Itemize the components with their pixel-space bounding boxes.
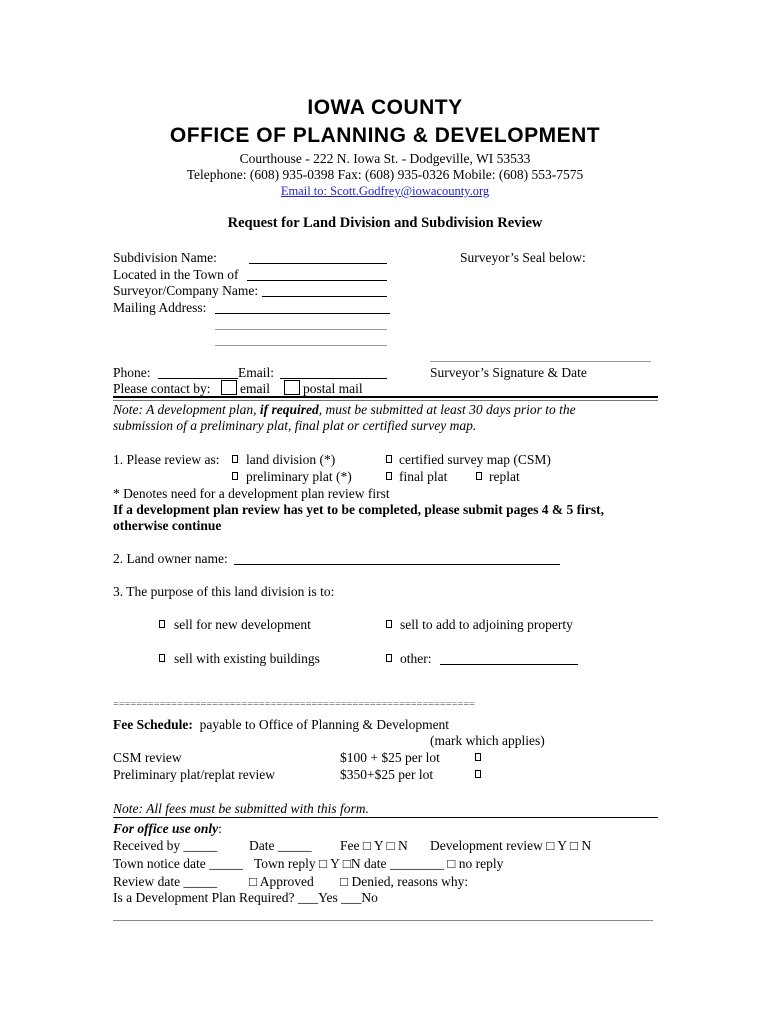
dev-plan-note-line2: submission of a preliminary plat, final plat or certified survey map. [113,418,477,433]
office-email-link[interactable]: Email to: Scott.Godfrey@iowacounty.org [280,184,490,198]
denied-option: □ Denied, reasons why: [340,874,469,889]
land-division-label: land division (*) [246,452,336,467]
contact-email-checkbox[interactable] [221,380,237,395]
surveyor-company-field[interactable] [262,296,387,297]
review-date: Review date _____ [113,874,218,889]
email-label: Email: [238,365,274,380]
subdivision-name-field[interactable] [249,263,387,264]
separator: ============================================================== [113,699,476,710]
csm-label: certified survey map (CSM) [399,452,551,467]
other-label: other: [400,651,432,666]
land-owner-label: 2. Land owner name: [113,551,228,566]
section-divider-thin [113,400,658,401]
mailing-address-field-2[interactable] [215,329,387,330]
plat-fee-amount: $350+$25 per lot [340,767,434,782]
email-field[interactable] [280,378,387,379]
surveyor-company-label: Surveyor/Company Name: [113,283,259,298]
sell-new-dev-checkbox[interactable] [159,620,165,628]
fee-schedule: Fee Schedule: payable to Office of Planning & Development [113,717,450,732]
received-by: Received by _____ [113,838,218,853]
dev-plan-required: Is a Development Plan Required? ___Yes ___No [113,890,378,905]
office-date: Date _____ [249,838,312,853]
plat-fee-label: Preliminary plat/replat review [113,767,275,782]
located-in-field[interactable] [247,280,387,281]
bottom-rule [113,920,653,921]
mailing-address-field-3[interactable] [215,345,387,346]
phone-field[interactable] [158,378,238,379]
sell-existing-checkbox[interactable] [159,654,165,662]
office-address: Courthouse - 222 N. Iowa St. - Dodgeville, WI 53533 [239,151,531,166]
dev-review-flag: Development review □ Y □ N [430,838,592,853]
form-title: Request for Land Division and Subdivision Review [227,215,543,231]
contact-postal-label: postal mail [303,381,363,396]
csm-fee-checkbox[interactable] [475,753,481,761]
dev-review-warning: If a development plan review has yet to be completed, please submit pages 4 & 5 first, [113,502,604,517]
dev-plan-note: Note: A development plan, if required, must be submitted at least 30 days prior to the [113,402,576,417]
phone-label: Phone: [113,365,151,380]
approved-option: □ Approved [249,874,314,889]
office-phones: Telephone: (608) 935-0398 Fax: (608) 935-0326 Mobile: (608) 553-7575 [186,167,584,182]
preliminary-plat-checkbox[interactable] [232,472,238,480]
csm-checkbox[interactable] [386,455,392,463]
signature-label: Surveyor’s Signature & Date [430,365,587,380]
fee-note: Note: All fees must be submitted with this form. [113,801,369,816]
final-plat-label: final plat [399,469,448,484]
fee-paid: Fee □ Y □ N [340,838,408,853]
dev-review-warning-line2: otherwise continue [113,518,222,533]
review-type-label: 1. Please review as: [113,452,220,467]
signature-line[interactable] [430,361,651,362]
mailing-address-label: Mailing Address: [113,300,207,315]
final-plat-checkbox[interactable] [386,472,392,480]
other-checkbox[interactable] [386,654,392,662]
office-divider [113,817,658,818]
contact-by-label: Please contact by: [113,381,211,396]
sell-adjoining-label: sell to add to adjoining property [400,617,573,632]
preliminary-plat-label: preliminary plat (*) [246,469,352,484]
replat-checkbox[interactable] [476,472,482,480]
office-name: OFFICE OF PLANNING & DEVELOPMENT [169,124,601,147]
contact-email-label: email [240,381,270,396]
land-owner-field[interactable] [234,564,560,565]
plat-fee-checkbox[interactable] [475,770,481,778]
located-in-label: Located in the Town of [113,267,239,282]
csm-fee-amount: $100 + $25 per lot [340,750,440,765]
sell-existing-label: sell with existing buildings [174,651,320,666]
contact-postal-checkbox[interactable] [284,380,300,395]
replat-label: replat [489,469,520,484]
land-division-checkbox[interactable] [232,455,238,463]
mark-which-applies: (mark which applies) [430,733,545,748]
footnote: * Denotes need for a development plan review first [113,486,390,501]
sell-adjoining-checkbox[interactable] [386,620,392,628]
surveyor-seal-label: Surveyor’s Seal below: [460,250,586,265]
mailing-address-field-1[interactable] [215,313,390,314]
town-reply: Town reply □ Y □N date ________ □ no reply [254,856,504,871]
subdivision-name-label: Subdivision Name: [113,250,217,265]
section-divider [113,396,658,398]
town-notice-date: Town notice date _____ [113,856,243,871]
other-field[interactable] [440,664,578,665]
office-use-title: For office use only: [113,821,222,836]
sell-new-dev-label: sell for new development [174,617,311,632]
purpose-label: 3. The purpose of this land division is to: [113,584,335,599]
agency-name: IOWA COUNTY [307,96,463,119]
csm-fee-label: CSM review [113,750,182,765]
